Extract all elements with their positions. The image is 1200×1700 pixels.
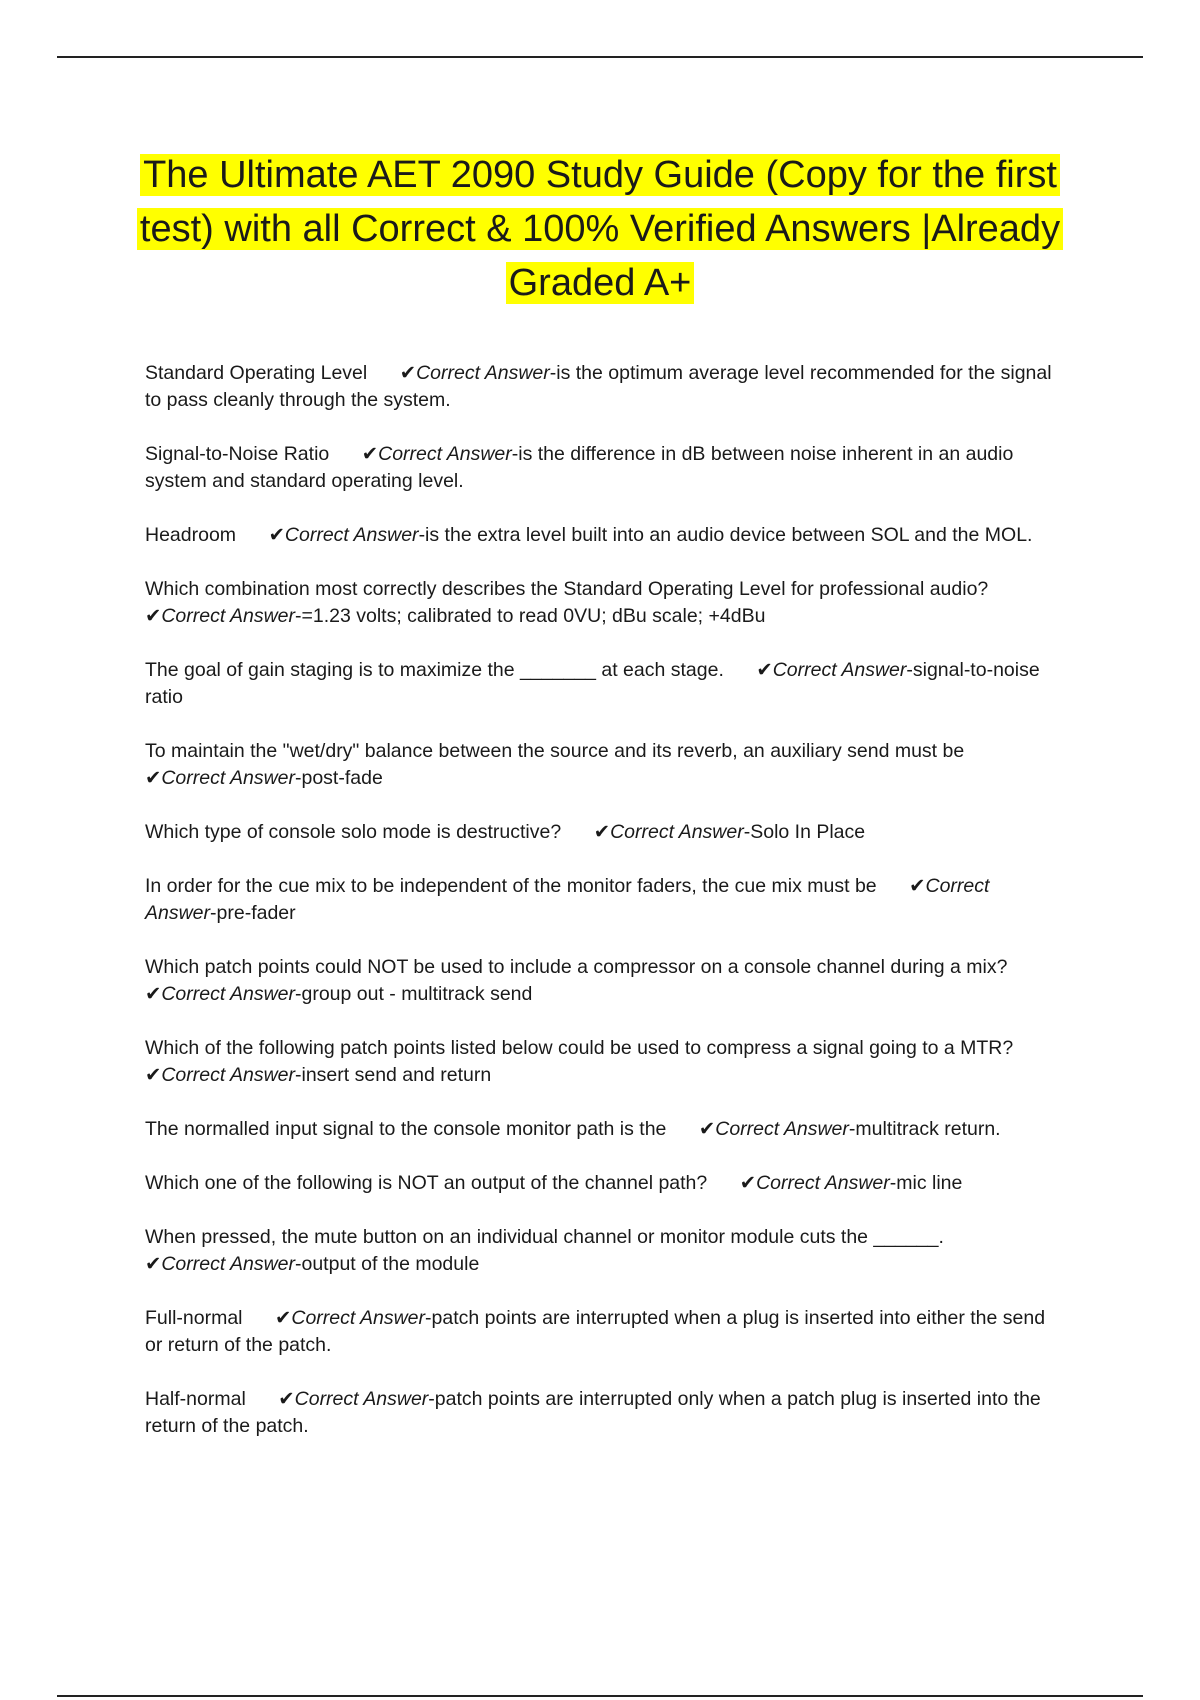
qa-item [145, 1386, 1055, 1440]
check-mark-icon: ✔ [275, 1307, 292, 1329]
qa-item [145, 441, 1055, 495]
correct-answer-label: Correct Answer [161, 1253, 295, 1275]
correct-answer-label: Correct Answer [378, 443, 512, 465]
question-text: Half-normal [145, 1388, 279, 1410]
answer-text: -patch points are interrupted only when a patch plug is inserted into the return of the patch. [145, 1388, 1041, 1437]
qa-item [145, 1224, 1055, 1278]
qa-item [145, 1116, 1055, 1143]
check-mark-icon: ✔ [361, 443, 379, 465]
question-text: When pressed, the mute button on an individual channel or monitor module cuts the ______. [145, 1226, 944, 1248]
question-text: Which patch points could NOT be used to include a compressor on a console channel during a mix? [145, 956, 1008, 978]
answer-text: -Solo In Place [743, 821, 866, 843]
qa-item [145, 819, 1055, 846]
check-mark-icon: ✔ [278, 1388, 295, 1410]
question-text: Which combination most correctly describes the Standard Operating Level for professional audio? [145, 578, 989, 600]
check-mark-icon: ✔ [698, 1118, 716, 1140]
qa-item [145, 1035, 1055, 1089]
answer-text: -is the optimum average level recommended for the signal to pass cleanly through the system. [145, 362, 1052, 411]
answer-text: -output of the module [295, 1253, 480, 1275]
header-rule [57, 56, 1143, 58]
question-text: Which type of console solo mode is destructive? [145, 821, 594, 843]
answer-text: -is the difference in dB between noise inherent in an audio system and standard operating level. [145, 443, 1014, 492]
question-text: In order for the cue mix to be independent of the monitor faders, the cue mix must be [145, 875, 910, 897]
answer-text: -pre-fader [210, 902, 296, 924]
check-mark-icon: ✔ [145, 1064, 162, 1086]
check-mark-icon: ✔ [909, 875, 926, 897]
qa-item [145, 522, 1055, 549]
answer-text: -mic line [889, 1172, 963, 1194]
correct-answer-label: Correct Answer [284, 524, 419, 546]
qa-item [145, 954, 1055, 1008]
correct-answer-label: Correct Answer [161, 983, 295, 1005]
footer-rule [57, 1695, 1143, 1697]
question-text: Headroom [145, 524, 269, 546]
check-mark-icon: ✔ [145, 767, 162, 789]
correct-answer-label: Correct Answer [416, 362, 550, 384]
qa-item [145, 738, 1055, 792]
question-text: Which of the following patch points listed below could be used to compress a signal going to a MTR? [145, 1037, 1014, 1059]
correct-answer-label: Correct Answer [145, 875, 990, 924]
qa-item [145, 1170, 1055, 1197]
correct-answer-label: Correct Answer [772, 659, 907, 681]
correct-answer-label: Correct Answer [610, 821, 744, 843]
answer-text: -multitrack return. [848, 1118, 1001, 1140]
qa-item [145, 360, 1055, 414]
answer-text: -is the extra level built into an audio device between SOL and the MOL. [418, 524, 1033, 546]
question-text: Which one of the following is NOT an output of the channel path? [145, 1172, 740, 1194]
correct-answer-label: Correct Answer [161, 1064, 295, 1086]
qa-list [145, 360, 1055, 1467]
check-mark-icon: ✔ [145, 605, 162, 627]
answer-text: -patch points are interrupted when a plug is inserted into either the send or return of the patch. [145, 1307, 1046, 1356]
qa-item [145, 657, 1055, 711]
question-text: Standard Operating Level [145, 362, 400, 384]
answer-text: -signal-to-noise ratio [145, 659, 1040, 708]
document-title [130, 148, 1070, 310]
check-mark-icon: ✔ [268, 524, 285, 546]
check-mark-icon: ✔ [593, 821, 611, 843]
check-mark-icon: ✔ [399, 362, 417, 384]
answer-text: -=1.23 volts; calibrated to read 0VU; dBu scale; +4dBu [295, 605, 766, 627]
correct-answer-label: Correct Answer [756, 1172, 890, 1194]
question-text: Full-normal [145, 1307, 276, 1329]
question-text: The goal of gain staging is to maximize the _______ at each stage. [145, 659, 757, 681]
correct-answer-label: Correct Answer [291, 1307, 426, 1329]
check-mark-icon: ✔ [145, 983, 162, 1005]
correct-answer-label: Correct Answer [294, 1388, 429, 1410]
correct-answer-label: Correct Answer [161, 605, 295, 627]
check-mark-icon: ✔ [739, 1172, 757, 1194]
check-mark-icon: ✔ [145, 1253, 162, 1275]
title-highlight: The Ultimate AET 2090 Study Guide (Copy for the first test) with all Correct & 100% Verified Answers |Already Graded A+ [137, 154, 1063, 304]
question-text: To maintain the "wet/dry" balance between the source and its reverb, an auxiliary send must be [145, 740, 965, 762]
answer-text: -insert send and return [295, 1064, 492, 1086]
qa-item [145, 873, 1055, 927]
check-mark-icon: ✔ [756, 659, 773, 681]
qa-item [145, 576, 1055, 630]
question-text: The normalled input signal to the console monitor path is the [145, 1118, 699, 1140]
correct-answer-label: Correct Answer [161, 767, 295, 789]
correct-answer-label: Correct Answer [715, 1118, 849, 1140]
question-text: Signal-to-Noise Ratio [145, 443, 362, 465]
answer-text: -post-fade [295, 767, 383, 789]
qa-item [145, 1305, 1055, 1359]
answer-text: -group out - multitrack send [295, 983, 533, 1005]
